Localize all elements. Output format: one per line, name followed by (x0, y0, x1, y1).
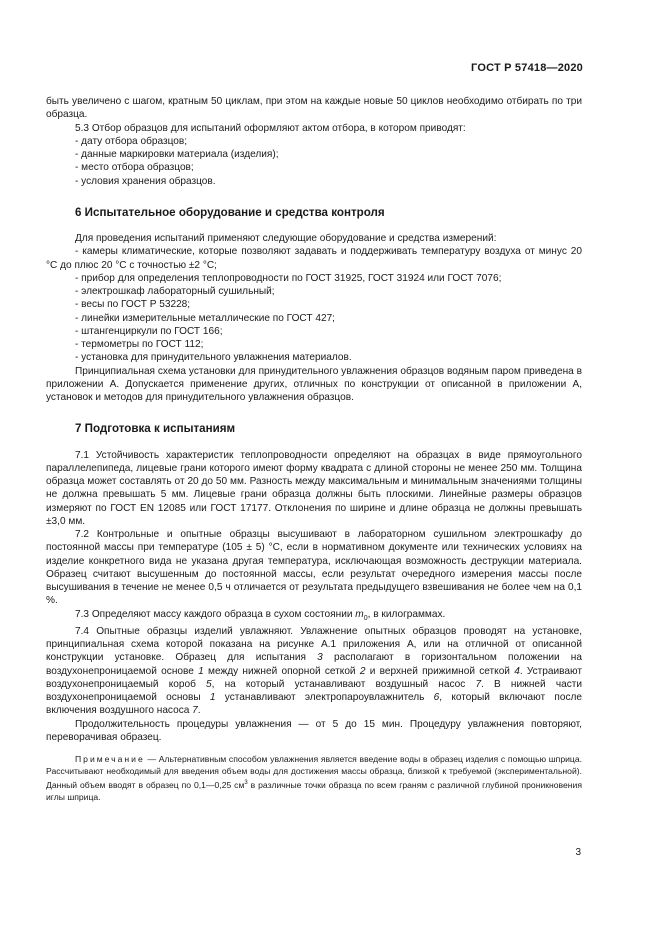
page-number: 3 (575, 847, 581, 858)
list-item: - электрошкаф лабораторный сушильный; (75, 286, 275, 297)
note-label: Примечание (75, 754, 145, 765)
clause-7-5: Продолжительность процедуры увлажнения — от 5 до 15 мин. Процедуру увлажнения повторяют, переворачивая образец. (46, 718, 582, 743)
list-item: - данные маркировки материала (изделия); (75, 149, 279, 160)
clause-7-1: 7.1 Устойчивость характеристик теплопроводности определяют на образцах в виде прямоугольного параллелепипеда, лицевые грани которого имеют форму квадрата с длиной стороны не менее 250 мм. Толщина образца может составлять от 20 до 50 мм. Разность между максимальным и минимальным значениями толщины не должна превышать 5 мм. Лицевые грани образца должны быть плоскими. Линейные размеры образцов измеряют по ГОСТ EN 12085 или ГОСТ 17177. Отклонения по ширине и длине образца не должны превышать ±3,0 мм. (46, 449, 582, 527)
mass-symbol: m (355, 608, 364, 620)
section-6-intro: Для проведения испытаний применяют следующие оборудование и средства измерений: (75, 233, 497, 244)
clause-7-3: 7.3 Определяют массу каждого образца в сухом состоянии $m_0$, в килограммах. (75, 608, 446, 622)
clause-7-2: 7.2 Контрольные и опытные образцы высушивают в лабораторном сушильном электрошкафу до постоянной массы при температуре (105 ± 5) °С, если в нормативном документе или технических условиях на изделие конкретного вида не указана другая температура, исключающая возможность деструкции материала. Образец считают высушенным до постоянной массы, если результат очередного измерения массы после высушивания в течение не менее 0,5 ч отличается от результата предыдущего взвешивания не более чем на 0,1 %. (46, 529, 582, 607)
note: Примечание — Альтернативным способом увлажнения является введение воды в образец изделия с помощью шприца. Рассчитывают необходимый для введения объем воды для достижения массы образца, близкой к требуемой (экспериментальной). Данный объем вводят в образец по 0,1—0,25 $см^3$ в различные точки образца по всем граням с различной глубиной проникновения иглы шприца. (46, 754, 582, 802)
list-item: - прибор для определения теплопроводности по ГОСТ 31925, ГОСТ 31924 или ГОСТ 7076; (75, 272, 502, 284)
clause-7-4: 7.4 Опытные образцы изделий увлажняют. Увлажнение опытных образцов проводят на установке, принципиальная схема которой показана на рисунке А.1 приложения А, или на отличной от описанной конструкции установке. Образец для испытания 3 располагают в горизонтальном положении на воздухонепроницаемой основе 1 между нижней опорной сеткой 2 и верхней прижимной сеткой 4. Устраивают воздухонепроницаемый короб 5, на который устанавливают воздушный насос 7. В нижней части воздухонепроницаемой основы 1 устанавливают электропароувлажнитель 6, который включают после включения воздушного насоса 7. (46, 625, 582, 717)
clause-5-3-intro: 5.3 Отбор образцов для испытаний оформляют актом отбора, в котором приводят: (75, 122, 466, 134)
section-6-closing: Принципиальная схема установки для принудительного увлажнения образцов водяным паром приведена в приложении А. Допускается применение других, отличных по конструкции от описанной в приложении А, установок и методов для принудительного увлажнения образцов. (46, 365, 582, 403)
list-item: - установка для принудительного увлажнения материалов. (75, 352, 352, 364)
list-item: - весы по ГОСТ Р 53228; (75, 299, 191, 311)
section-7-heading: 7 Подготовка к испытаниям (75, 422, 236, 436)
continued-paragraph: быть увеличено с шагом, кратным 50 циклам, при этом на каждые новые 50 циклов необходимо отбирать по три образца. (46, 96, 582, 121)
list-item: - линейки измерительные металлические по ГОСТ 427; (75, 312, 335, 324)
list-item: - камеры климатические, которые позволяют задавать и поддерживать температуру воздуха от минус 20 °С до плюс 20 °С с точностью ±2 °С; (46, 246, 582, 271)
list-item: - штангенциркули по ГОСТ 166; (75, 325, 223, 337)
list-item: - условия хранения образцов. (75, 175, 216, 187)
standard-header: ГОСТ Р 57418—2020 (471, 62, 583, 74)
list-item: - термометры по ГОСТ 112; (75, 339, 204, 350)
section-6-heading: 6 Испытательное оборудование и средства контроля (75, 205, 385, 219)
document-body (46, 95, 582, 803)
list-item: - дату отбора образцов; (75, 135, 188, 147)
list-item: - место отбора образцов; (75, 162, 194, 174)
